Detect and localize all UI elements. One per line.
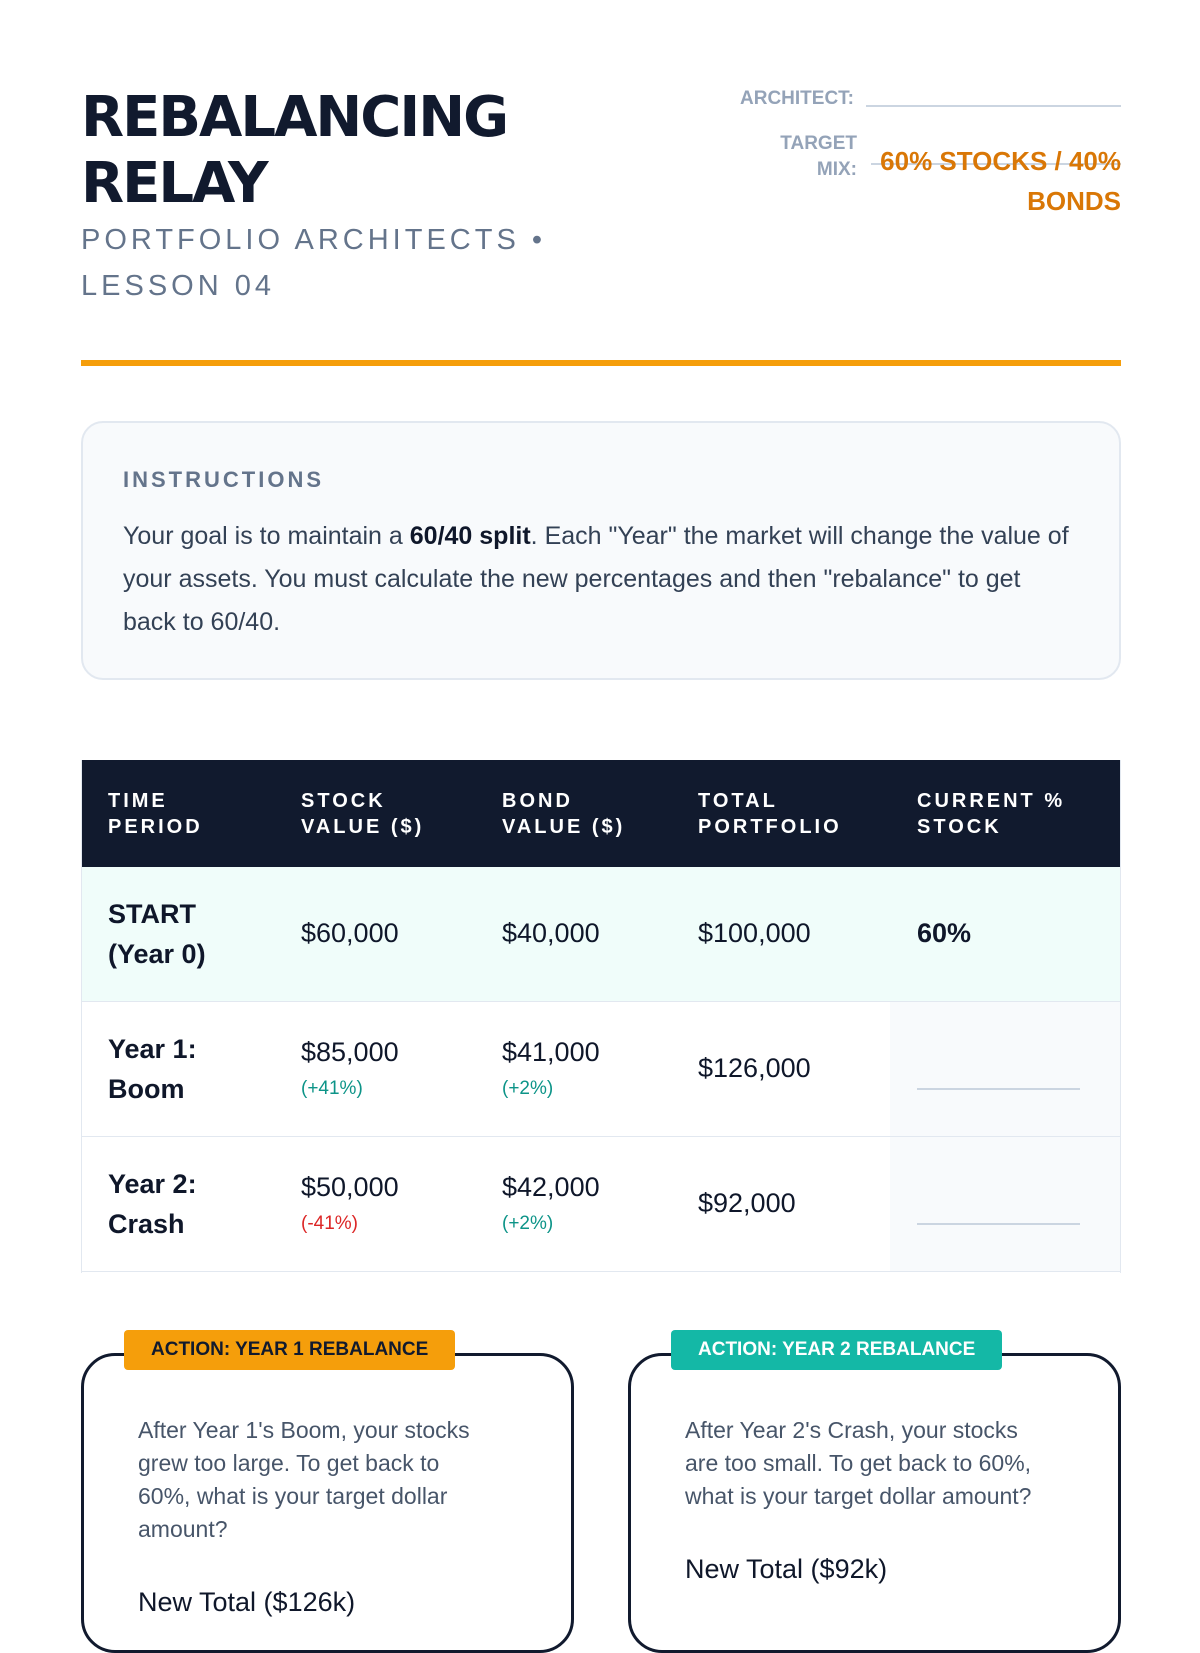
cell-bond-value	[475, 1136, 671, 1271]
instructions-box	[81, 421, 1121, 680]
col-header-bond-value: BOND VALUE ($)	[475, 760, 671, 867]
worksheet-header	[81, 85, 1121, 315]
action-calc-year-1: New Total ($126k)	[138, 1587, 356, 1617]
action-card-year-1	[81, 1339, 574, 1653]
cell-current-pct-answer[interactable]	[890, 1001, 1121, 1136]
bond-change: (+2%)	[502, 1078, 554, 1099]
cell-total: $126,000	[671, 1001, 890, 1136]
cell-stock-value	[274, 1136, 475, 1271]
title-line-2: RELAY	[81, 151, 267, 216]
instructions-text	[123, 515, 1079, 644]
header-divider	[81, 360, 1121, 366]
target-mix-value: 60% STOCKS / 40% BONDS	[880, 146, 1121, 216]
stock-value: $50,000	[301, 1172, 399, 1202]
stock-change: (-41%)	[301, 1213, 359, 1234]
instructions-text-emphasis: 60/40 split	[409, 522, 531, 550]
instructions-text-start: Your goal is to maintain a	[123, 522, 410, 550]
action-badge-year-2: ACTION: YEAR 2 REBALANCE	[671, 1330, 1002, 1370]
page-title	[81, 85, 507, 217]
portfolio-table	[81, 760, 1121, 1272]
cell-total: $100,000	[671, 867, 890, 1001]
action-badge-year-1: ACTION: YEAR 1 REBALANCE	[124, 1330, 455, 1370]
cell-current-pct: 60%	[890, 867, 1121, 1001]
bond-value: $41,000	[502, 1037, 600, 1067]
table-row	[81, 867, 1121, 1001]
cell-period: START (Year 0)	[81, 867, 274, 1001]
title-line-1: REBALANCING	[81, 85, 508, 150]
stock-change: (+41%)	[301, 1078, 363, 1099]
bond-value: $42,000	[502, 1172, 600, 1202]
cell-bond-value: $40,000	[475, 867, 671, 1001]
table-header-row	[81, 760, 1121, 867]
action-calc-year-2: New Total ($92k)	[685, 1554, 888, 1584]
instructions-label: INSTRUCTIONS	[123, 467, 324, 492]
cell-period: Year 2: Crash	[81, 1136, 274, 1271]
col-header-current-pct-stock: CURRENT % STOCK	[890, 760, 1121, 867]
target-mix-label: TARGET MIX:	[780, 133, 857, 180]
bond-change: (+2%)	[502, 1213, 554, 1234]
answer-line[interactable]	[917, 1203, 1080, 1225]
instructions-text-end: . Each "Year" the market will change the value of your assets. You must calculate the new percentages and then "rebalance" to get back to 60/40.	[123, 522, 1069, 636]
page-subtitle: PORTFOLIO ARCHITECTS • LESSON 04	[81, 224, 546, 302]
stock-value: $85,000	[301, 1037, 399, 1067]
action-text-year-2: After Year 2's Crash, your stocks are too small. To get back to 60%, what is your target dollar amount?	[685, 1417, 1032, 1509]
table-row	[81, 1136, 1121, 1271]
col-header-total-portfolio: TOTAL PORTFOLIO	[671, 760, 890, 867]
col-header-time-period: TIME PERIOD	[81, 760, 274, 867]
col-header-stock-value: STOCK VALUE ($)	[274, 760, 475, 867]
cell-stock-value	[274, 1001, 475, 1136]
cell-current-pct-answer[interactable]	[890, 1136, 1121, 1271]
table-row	[81, 1001, 1121, 1136]
cell-stock-value: $60,000	[274, 867, 475, 1001]
architect-name-field[interactable]	[866, 105, 1121, 107]
cell-total: $92,000	[671, 1136, 890, 1271]
cell-period: Year 1: Boom	[81, 1001, 274, 1136]
answer-line[interactable]	[917, 1068, 1080, 1090]
action-text-year-1: After Year 1's Boom, your stocks grew too large. To get back to 60%, what is your target dollar amount?	[138, 1417, 470, 1542]
architect-label: ARCHITECT:	[740, 88, 854, 109]
action-card-year-2	[628, 1339, 1121, 1653]
cell-bond-value	[475, 1001, 671, 1136]
